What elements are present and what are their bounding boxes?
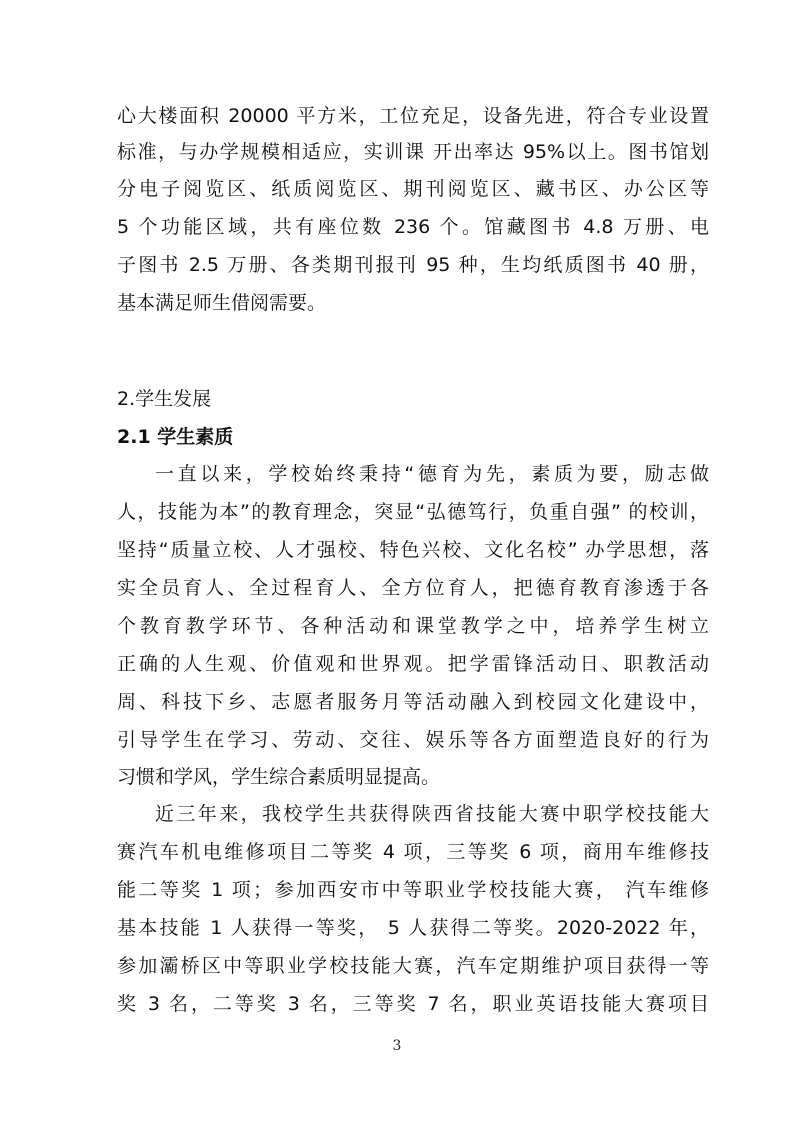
text-line: 奖 3 名，二等奖 3 名，三等奖 7 名，职业英语技能大赛项目 <box>117 993 709 1015</box>
subsection-heading: 2.1 学生素质 <box>117 426 234 448</box>
section-heading: 2.学生发展 <box>117 388 212 410</box>
text-line: 一直以来，学校始终秉持“德育为先，素质为要，励志做 <box>155 463 709 485</box>
text-line: 基本技能 1 人获得一等奖， 5 人获得二等奖。2020-2022 年， <box>117 917 709 939</box>
text-line: 近三年来，我校学生共获得陕西省技能大赛中职学校技能大 <box>155 803 709 825</box>
text-line: 习惯和学风，学生综合素质明显提高。 <box>117 766 441 788</box>
text-line: 赛汽车机电维修项目二等奖 4 项，三等奖 6 项，商用车维修技 <box>117 841 709 863</box>
page-number: 3 <box>392 1038 402 1054</box>
text-line: 子图书 2.5 万册、各类期刊报刊 95 种，生均纸质图书 40 册， <box>117 254 709 276</box>
text-line: 实全员育人、全过程育人、全方位育人，把德育教育渗透于各 <box>117 577 709 599</box>
text-line: 标准，与办学规模相适应，实训课 开出率达 95%以上。图书馆划 <box>117 141 709 163</box>
text-line: 人，技能为本”的教育理念，突显“弘德笃行，负重自强” 的校训， <box>117 501 709 523</box>
text-line: 正确的人生观、价值观和世界观。把学雷锋活动日、职教活动 <box>117 653 709 675</box>
text-line: 基本满足师生借阅需要。 <box>117 292 327 314</box>
text-line: 能二等奖 1 项；参加西安市中等职业学校技能大赛， 汽车维修 <box>117 879 709 901</box>
text-line: 参加灞桥区中等职业学校技能大赛，汽车定期维护项目获得一等 <box>117 955 709 977</box>
text-line: 个教育教学环节、各种活动和课堂教学之中，培养学生树立 <box>117 615 709 637</box>
text-line: 坚持“质量立校、人才强校、特色兴校、文化名校” 办学思想，落 <box>117 539 709 561</box>
text-line: 分电子阅览区、纸质阅览区、期刊阅览区、藏书区、办公区等 <box>117 178 709 200</box>
text-line: 周、科技下乡、志愿者服务月等活动融入到校园文化建设中， <box>117 691 709 713</box>
text-line: 5 个功能区域，共有座位数 236 个。馆藏图书 4.8 万册、电 <box>117 216 709 238</box>
text-line: 引导学生在学习、劳动、交往、娱乐等各方面塑造良好的行为 <box>117 729 709 751</box>
text-line: 心大楼面积 20000 平方米，工位充足，设备先进，符合专业设置 <box>117 105 709 127</box>
